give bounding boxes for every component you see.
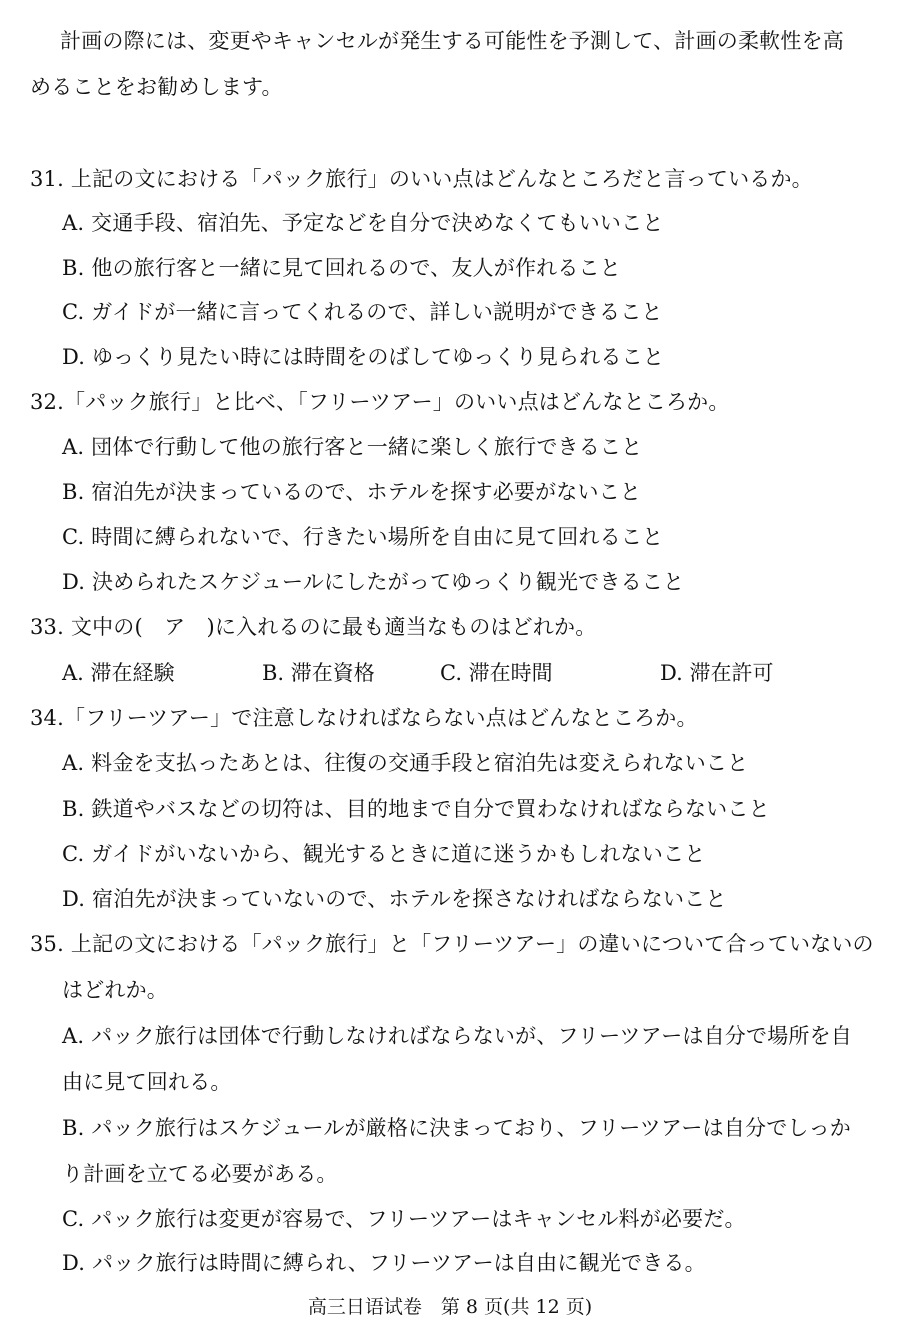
intro-line-2: めることをお勧めします。 <box>30 75 283 99</box>
question-35-option-b-line-1: B. パック旅行はスケジュールが厳格に決まっており、フリーツアーは自分でしっか <box>62 1116 852 1140</box>
question-34-option-d: D. 宿泊先が決まっていないので、ホテルを探さなければならないこと <box>62 887 727 911</box>
question-35-option-a-line-1: A. パック旅行は団体で行動しなければならないが、フリーツアーは自分で場所を自 <box>62 1024 853 1048</box>
question-35-option-a-line-2: 由に見て回れる。 <box>62 1070 232 1094</box>
question-34-option-c: C. ガイドがいないから、観光するときに道に迷うかもしれないこと <box>62 842 706 866</box>
question-33-option-d: D. 滞在許可 <box>660 661 774 685</box>
question-35-stem-line-2: はどれか。 <box>62 978 168 1002</box>
question-31-option-d: D. ゆっくり見たい時には時間をのばしてゆっくり見られること <box>62 345 665 369</box>
question-32-option-d: D. 決められたスケジュールにしたがってゆっくり観光できること <box>62 570 685 594</box>
question-35-stem-line-1: 35. 上記の文における「パック旅行」と「フリーツアー」の違いについて合っていないの <box>30 932 874 956</box>
question-32-stem: 32.「パック旅行」と比べ、「フリーツアー」のいい点はどんなところか。 <box>30 390 730 414</box>
question-32-option-c: C. 時間に縛られないで、行きたい場所を自由に見て回れること <box>62 525 664 549</box>
question-35-option-b-line-2: り計画を立てる必要がある。 <box>62 1162 338 1186</box>
question-33-option-a: A. 滞在経験 <box>62 661 175 685</box>
question-31-option-a: A. 交通手段、宿泊先、予定などを自分で決めなくてもいいこと <box>62 211 664 235</box>
question-33-option-b: B. 滞在資格 <box>262 661 375 685</box>
question-33-option-c: C. 滞在時間 <box>440 661 553 685</box>
question-35-option-c: C. パック旅行は変更が容易で、フリーツアーはキャンセル料が必要だ。 <box>62 1207 746 1231</box>
question-31-option-b: B. 他の旅行客と一緒に見て回れるので、友人が作れること <box>62 256 621 280</box>
question-31-stem: 31. 上記の文における「パック旅行」のいい点はどんなところだと言っているか。 <box>30 167 813 191</box>
question-34-stem: 34.「フリーツアー」で注意しなければならない点はどんなところか。 <box>30 706 698 730</box>
page-footer: 高三日语试卷 第 8 页(共 12 页) <box>307 1296 593 1318</box>
question-33-stem: 33. 文中の( ア )に入れるのに最も適当なものはどれか。 <box>30 615 597 639</box>
question-33-options <box>62 660 842 686</box>
question-35-option-d: D. パック旅行は時間に縛られ、フリーツアーは自由に観光できる。 <box>62 1251 706 1275</box>
intro-line-1: 計画の際には、変更やキャンセルが発生する可能性を予測して、計画の柔軟性を高 <box>60 29 844 53</box>
question-34-option-b: B. 鉄道やバスなどの切符は、目的地まで自分で買わなければならないこと <box>62 797 770 821</box>
question-32-option-a: A. 団体で行動して他の旅行客と一緒に楽しく旅行できること <box>62 435 643 459</box>
question-34-option-a: A. 料金を支払ったあとは、往復の交通手段と宿泊先は変えられないこと <box>62 751 749 775</box>
question-32-option-b: B. 宿泊先が決まっているので、ホテルを探す必要がないこと <box>62 480 642 504</box>
question-31-option-c: C. ガイドが一緒に言ってくれるので、詳しい説明ができること <box>62 300 663 324</box>
